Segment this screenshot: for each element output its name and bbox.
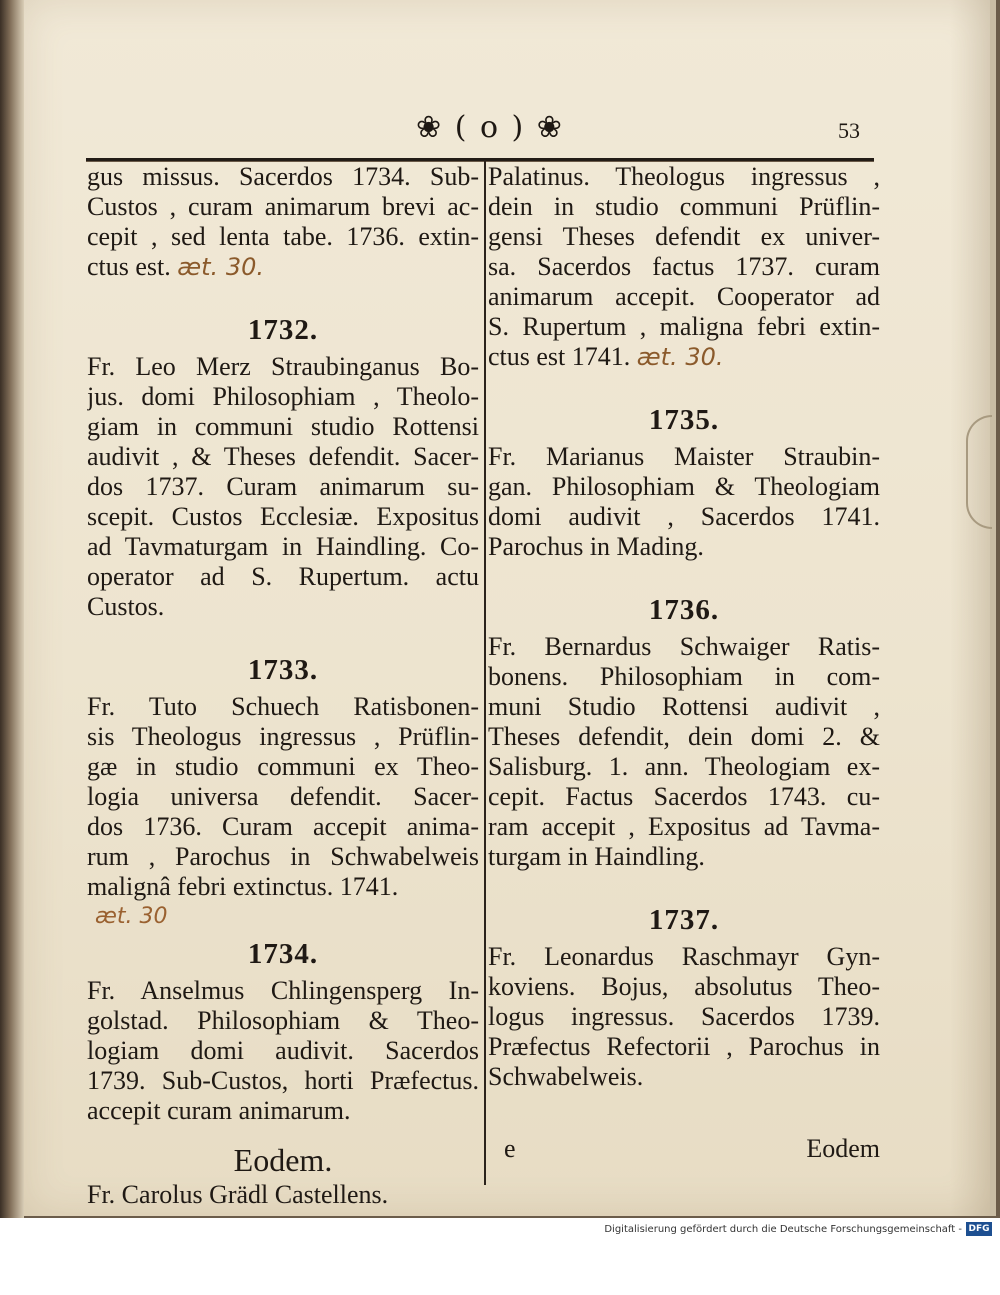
text-line: sa. Sacerdos factus 1737. curam xyxy=(488,252,880,281)
text-line: Fr. Bernardus Schwaiger Ratis- xyxy=(488,632,880,661)
text-line: Parochus in Mading. xyxy=(488,532,704,561)
text-line: Salisburg. 1. ann. Theologiam ex- xyxy=(488,752,880,781)
text-line: giam in communi studio Rottensi xyxy=(87,412,479,441)
text-line: operator ad S. Rupertum. actu xyxy=(87,562,479,591)
spacer xyxy=(488,872,880,898)
text-line: logia universa defendit. Sacer- xyxy=(87,782,479,811)
text-line: gæ in studio communi ex Theo- xyxy=(87,752,479,781)
text-line: Fr. Leonardus Raschmayr Gyn- xyxy=(488,942,880,971)
text-line: Custos. xyxy=(87,592,165,621)
text-line: gus missus. Sacerdos 1734. Sub- xyxy=(87,162,479,191)
text-line: turgam in Haindling. xyxy=(488,842,705,871)
right-column xyxy=(488,162,880,1164)
spacer xyxy=(87,282,479,308)
text-fragment: ctus est. xyxy=(87,252,171,281)
text-line: Fr. Carolus Grädl Castellens. xyxy=(87,1180,389,1209)
text-line: sis Theologus ingressus , Prüflin- xyxy=(87,722,479,751)
text-line: audivit , & Theses defendit. Sacer- xyxy=(87,442,479,471)
text-line: Fr. Tuto Schuech Ratisbonen- xyxy=(87,692,479,721)
text-line: golstad. Philosophiam & Theo- xyxy=(87,1006,479,1035)
text-line: S. Rupertum , maligna febri extin- xyxy=(488,312,880,341)
text-line: jus. domi Philosophiam , Theolo- xyxy=(87,382,479,411)
left-column xyxy=(87,162,479,1210)
text-line: gensi Theses defendit ex univer- xyxy=(488,222,880,251)
text-line: Præfectus Refectorii , Parochus in xyxy=(488,1032,880,1061)
text-line: gan. Philosophiam & Theologiam xyxy=(488,472,880,501)
page-number: 53 xyxy=(838,118,860,143)
footer xyxy=(0,1218,1000,1295)
text-line: animarum accepit. Cooperator ad xyxy=(488,282,880,311)
spacer xyxy=(488,562,880,588)
text-line: ram accepit , Expositus ad Tavma- xyxy=(488,812,880,841)
text-line: logiam domi audivit. Sacerdos xyxy=(87,1036,479,1065)
column-divider xyxy=(484,160,486,1185)
text-line: koviens. Bojus, absolutus Theo- xyxy=(488,972,880,1001)
text-fragment: ctus est 1741. xyxy=(488,342,631,371)
text-line: Fr. Marianus Maister Straubin- xyxy=(488,442,880,471)
text-line: Fr. Anselmus Chlingensperg In- xyxy=(87,976,479,1005)
year-heading: 1735. xyxy=(648,404,720,436)
text-line: Fr. Leo Merz Straubinganus Bo- xyxy=(87,352,479,381)
text-line: muni Studio Rottensi audivit , xyxy=(488,692,880,721)
text-line: Palatinus. Theologus ingressus , xyxy=(488,162,880,191)
handwritten-annotation: æt. 30. xyxy=(636,343,724,371)
text-line: 1739. Sub-Custos, horti Præfectus. xyxy=(87,1066,479,1095)
catchword: Eodem xyxy=(806,1134,880,1163)
text-line: dos 1736. Curam accepit anima- xyxy=(87,812,479,841)
year-heading: 1737. xyxy=(648,904,720,936)
text-line: domi audivit , Sacerdos 1741. xyxy=(488,502,880,531)
page-tab-outline xyxy=(966,415,992,529)
signature-and-catchword xyxy=(488,1134,880,1164)
year-heading: 1733. xyxy=(247,654,319,686)
running-header: ❀ ( o ) ❀ xyxy=(416,110,564,145)
text-line: logus ingressus. Sacerdos 1739. xyxy=(488,1002,880,1031)
handwritten-annotation: æt. 30. xyxy=(177,253,264,281)
dfg-logo: DFG xyxy=(966,1222,992,1236)
text-line: malignâ febri extinctus. 1741. xyxy=(87,872,399,901)
text-line: cepit , sed lenta tabe. 1736. extin- xyxy=(87,222,479,251)
text-line: accepit curam animarum. xyxy=(87,1096,351,1125)
text-line xyxy=(87,252,479,282)
handwritten-annotation: æt. 30 xyxy=(95,904,168,929)
year-heading: 1736. xyxy=(648,594,720,626)
spacer xyxy=(87,622,479,648)
funding-credit: Digitalisierung gefördert durch die Deutsche Forschungsgemeinschaft - xyxy=(604,1224,962,1235)
text-line: dein in studio communi Prüflin- xyxy=(488,192,880,221)
text-line: Schwabelweis. xyxy=(488,1062,644,1091)
text-line: Custos , curam animarum brevi ac- xyxy=(87,192,479,221)
year-heading: 1732. xyxy=(247,314,319,346)
section-heading-eodem: Eodem. xyxy=(233,1142,333,1178)
text-line: bonens. Philosophiam in com- xyxy=(488,662,880,691)
text-line: cepit. Factus Sacerdos 1743. cu- xyxy=(488,782,880,811)
book-binding-edge xyxy=(0,0,24,1220)
spacer xyxy=(87,1126,479,1140)
signature-mark: e xyxy=(504,1134,516,1163)
text-line xyxy=(488,342,880,372)
text-line: dos 1737. Curam animarum su- xyxy=(87,472,479,501)
text-line: rum , Parochus in Schwabelweis xyxy=(87,842,479,871)
page-shadow xyxy=(950,0,990,1216)
text-line: Theses defendit, dein domi 2. & xyxy=(488,722,880,751)
text-line: ad Tavmaturgam in Haindling. Co- xyxy=(87,532,479,561)
text-line: scepit. Custos Ecclesiæ. Expositus xyxy=(87,502,479,531)
spacer xyxy=(488,372,880,398)
year-heading: 1734. xyxy=(247,938,319,970)
